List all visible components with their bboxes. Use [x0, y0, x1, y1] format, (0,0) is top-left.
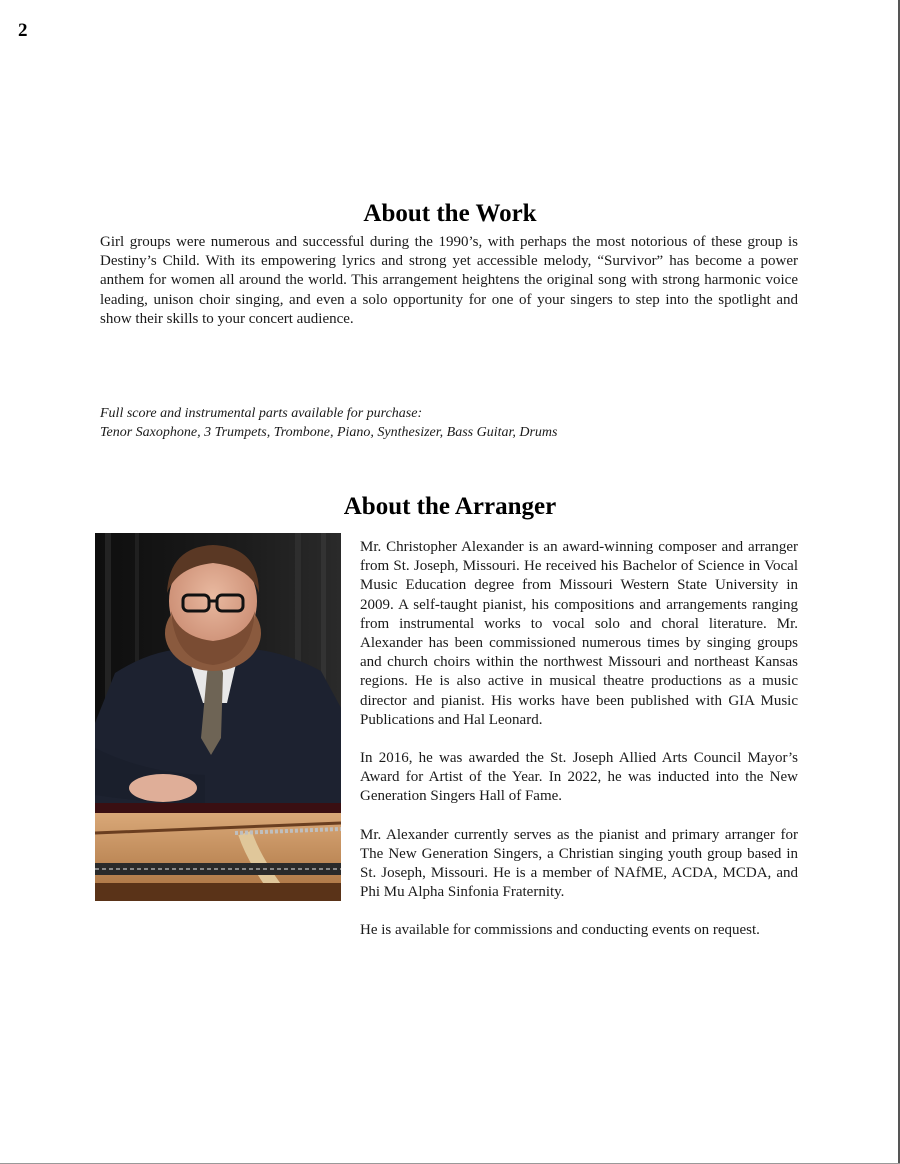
bio-paragraph: Mr. Alexander currently serves as the pianist and primary arranger for The New Generation Singers, a Christian singing youth group based in St. Joseph, Missouri. He is a member of NAfME, ACDA, MCDA, and Phi Mu Alpha Sinfonia Fraternity.: [360, 826, 798, 901]
bio-paragraph: In 2016, he was awarded the St. Joseph Allied Arts Council Mayor’s Award for Artist of the Year. In 2022, he was inducted into the New Generation Singers Hall of Fame.: [360, 750, 798, 805]
bio-paragraph: He is available for commissions and conducting events on request.: [360, 922, 760, 939]
instrumental-parts-note: [100, 404, 800, 442]
bio-paragraph: Mr. Christopher Alexander is an award-winning composer and arranger from St. Joseph, Missouri. He received his Bachelor of Science in Vocal Music Education degree from Missouri Western State University in 2009. A self-taught pianist, his compositions and arrangements ranging from instrumental works to vocal solo and choral literature. Mr. Alexander has been commissioned numerous times by singing groups and church choirs within the northwest Missouri and northeast Kansas regions. He is also active in musical theatre productions as a music director and pianist. His works have been published with GIA Music Publications and Hal Leonard.: [360, 539, 798, 728]
about-work-heading: About the Work: [363, 200, 537, 227]
about-work-paragraph: Girl groups were numerous and successful during the 1990’s, with perhaps the most notorious of these group is Destiny’s Child. With its empowering lyrics and strong yet accessible melody, “Survivor” has become a power anthem for women all around the world. This arrangement heightens the original song with strong harmonic voice leading, unison choir singing, and even a solo opportunity for one of your singers to step into the spotlight and show their skills to your concert audience.: [100, 234, 798, 327]
about-arranger-heading: About the Arranger: [343, 493, 557, 520]
page-number: 2: [18, 20, 28, 41]
parts-availability-line: Full score and instrumental parts available for purchase:: [100, 406, 423, 421]
arranger-photo: [95, 533, 341, 901]
arranger-biography: [360, 538, 798, 960]
parts-instrument-list: Tenor Saxophone, 3 Trumpets, Trombone, Piano, Synthesizer, Bass Guitar, Drums: [100, 425, 558, 440]
